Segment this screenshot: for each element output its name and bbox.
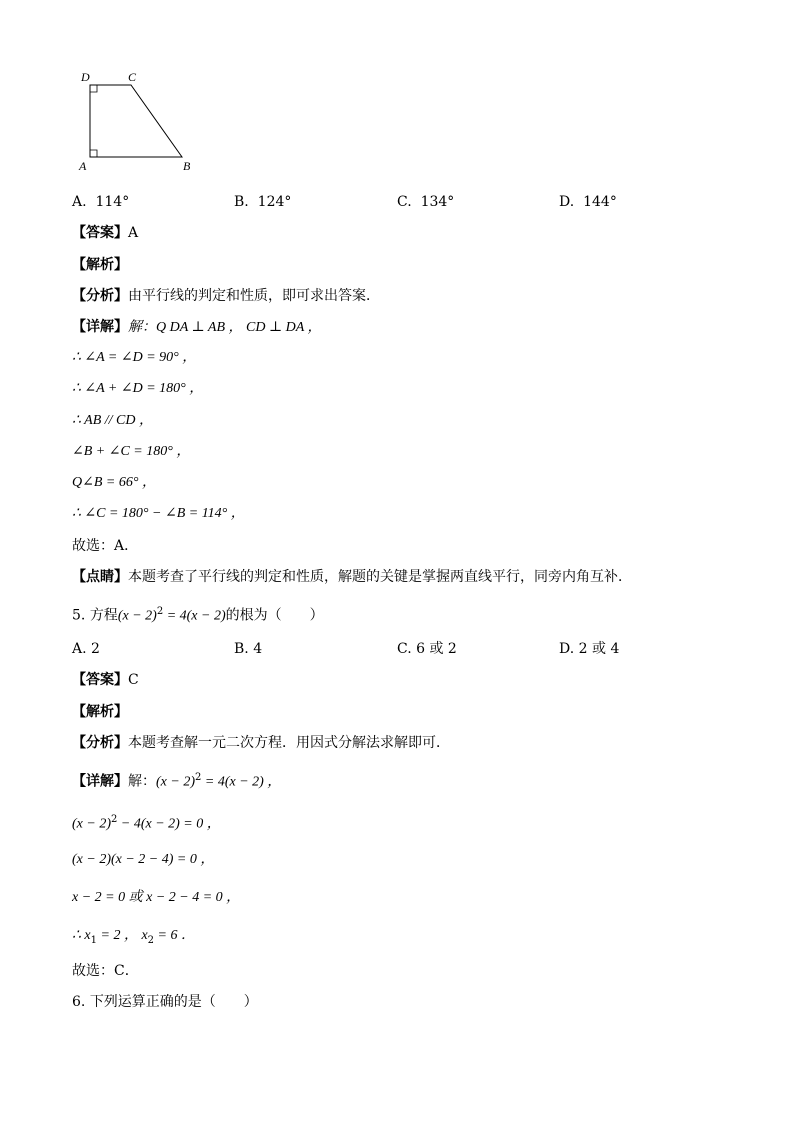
q6-stem: 6. 下列运算正确的是（ ） (72, 994, 258, 1010)
q4-answer: 【答案】A (72, 225, 139, 241)
right-angle-mark-a (90, 150, 97, 157)
q4-option-a: A. 114° (72, 194, 130, 210)
right-angle-mark-d (90, 85, 97, 92)
q5-step-4: x − 2 = 0 或 x − 2 − 4 = 0 ， (72, 890, 241, 905)
q4-analysis-tag: 【解析】 (72, 257, 128, 273)
trapezoid-shape (90, 85, 182, 157)
q4-step-5: Q∠B = 66° ， (72, 475, 156, 490)
q5-analysis-tag: 【解析】 (72, 704, 128, 720)
label-b: B (183, 159, 191, 173)
q4-step-2: ∴ ∠A + ∠D = 180° ， (72, 381, 204, 396)
q4-step-4: ∠B + ∠C = 180° ， (72, 444, 191, 459)
q5-guxuan: 故选：C． (72, 963, 139, 979)
q5-option-c: C. 6 或 2 (397, 641, 457, 657)
q4-option-c: C. 134° (397, 194, 455, 210)
trapezoid-figure (72, 66, 202, 176)
q4-fenxi: 【分析】由平行线的判定和性质，即可求出答案． (72, 288, 380, 304)
q5-step-3: (x − 2)(x − 2 − 4) = 0 ， (72, 852, 215, 867)
q4-step-6: ∴ ∠C = 180° − ∠B = 114° ， (72, 506, 245, 521)
q4-step-3: ∴ AB // CD ， (72, 413, 153, 428)
q4-guxuan: 故选：A． (72, 538, 139, 554)
q5-fenxi: 【分析】本题考查解一元二次方程．用因式分解法求解即可． (72, 735, 450, 751)
q5-option-b: B. 4 (234, 641, 263, 657)
label-a: A (79, 159, 87, 173)
q4-option-d: D. 144° (559, 194, 617, 210)
q4-option-b: B. 124° (234, 194, 292, 210)
q4-step-0: 【详解】解：Q DA ⊥ AB ， CD ⊥ DA ， (72, 319, 322, 335)
label-d: D (81, 70, 90, 84)
q5-option-a: A. 2 (72, 641, 100, 657)
q4-dianjing: 【点睛】本题考查了平行线的判定和性质，解题的关键是掌握两直线平行，同旁内角互补． (72, 569, 632, 585)
q5-step-5: ∴ $x_1 = 2$ ， $x_2 = 6$ ． (72, 928, 195, 946)
label-c: C (128, 70, 137, 84)
q5-option-d: D. 2 或 4 (559, 641, 620, 657)
q4-step-1: ∴ ∠A = ∠D = 90° ， (72, 350, 197, 365)
q5-step-2: $(x - 2)^2 - 4(x - 2) = 0$ ， (72, 814, 221, 832)
q5-step-1: 【详解】解：$(x - 2)^2 = 4(x - 2)$ ， (72, 772, 282, 790)
q5-stem: 5. 方程$(x - 2)^2 = 4(x - 2)$的根为（ ） (72, 606, 324, 624)
q5-answer: 【答案】C (72, 672, 139, 688)
